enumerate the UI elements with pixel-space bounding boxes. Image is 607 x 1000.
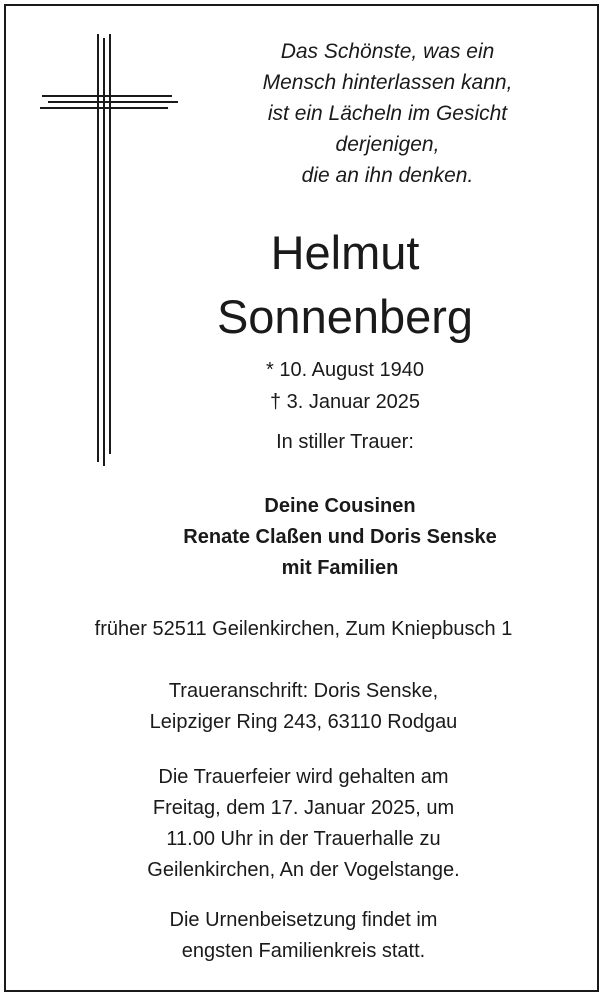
funeral-line: Die Trauerfeier wird gehalten am bbox=[158, 766, 449, 788]
mourning-address-line: Traueranschrift: Doris Senske, bbox=[168, 680, 439, 702]
mourner-line: Renate Claßen und Doris Senske bbox=[183, 526, 497, 548]
mourning-intro: In stiller Trauer: bbox=[276, 431, 414, 453]
mourner-line: Deine Cousinen bbox=[264, 495, 416, 517]
life-dates bbox=[200, 354, 490, 418]
death-date: † 3. Januar 2025 bbox=[269, 391, 421, 413]
funeral-line: Freitag, dem 17. Januar 2025, um bbox=[152, 797, 455, 819]
funeral-info bbox=[20, 762, 587, 886]
poem-line: Das Schönste, was ein bbox=[280, 40, 495, 63]
former-address bbox=[20, 614, 587, 645]
urn-line: engsten Familienkreis statt. bbox=[181, 940, 426, 962]
poem-line: ist ein Lächeln im Gesicht bbox=[267, 102, 508, 125]
deceased-first-name: Helmut bbox=[270, 226, 420, 279]
urn-line: Die Urnenbeisetzung findet im bbox=[169, 909, 438, 931]
mourning-address-line: Leipziger Ring 243, 63110 Rodgau bbox=[149, 711, 458, 733]
funeral-line: 11.00 Uhr in der Trauerhalle zu bbox=[166, 828, 441, 850]
mourner-line: mit Familien bbox=[281, 557, 399, 579]
former-address-line: früher 52511 Geilenkirchen, Zum Kniepbusch 1 bbox=[94, 618, 513, 640]
deceased-last-name: Sonnenberg bbox=[216, 290, 474, 343]
poem bbox=[205, 36, 570, 191]
mourning-address bbox=[20, 676, 587, 738]
funeral-line: Geilenkirchen, An der Vogelstange. bbox=[147, 859, 460, 881]
urn-burial-info bbox=[20, 905, 587, 967]
poem-line: die an ihn denken. bbox=[301, 164, 474, 187]
mourners bbox=[100, 491, 580, 584]
birth-date: * 10. August 1940 bbox=[266, 359, 424, 381]
poem-line: Mensch hinterlassen kann, bbox=[262, 71, 513, 94]
poem-line: derjenigen, bbox=[335, 133, 440, 156]
